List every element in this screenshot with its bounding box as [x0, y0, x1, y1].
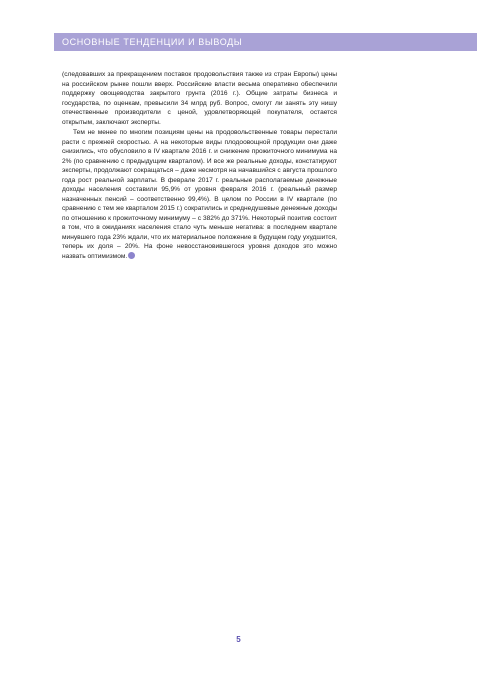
- paragraph-2: [62, 128, 337, 261]
- paragraph-2-text: Тем не менее по многим позициям цены на продовольственные товары перестали расти с прежней скоростью. А на некоторые виды плодоовощной продукции они даже снизились, что обусловило в IV квартале 2016 г. и снижение прожиточного минимума на 2% (по сравнению с предыдущим кварталом). И все же реальные доходы, констатируют эксперты, продолжают сокращаться – даже несмотря на начавшийся с августа прошлого года рост реальной зарплаты. В феврале 2017 г. реальные располагаемые денежные доходы населения составили 95,9% от уровня февраля 2016 г. (реальный размер назначенных пенсий – соответственно 99,4%). В целом по России в IV квартале (по сравнению с тем же кварталом 2015 г.) сократились и среднедушевые денежные доходы по отношению к прожиточному минимуму – с 382% до 371%. Некоторый позитив состоит в том, что в ожиданиях населения стало чуть меньше негатива: в последнем квартале минувшего года 23% ждали, что их материальное положение в будущем году ухудшится, теперь их доля – 20%. На фоне невосстановившегося уровня доходов это можно назвать оптимизмом.: [62, 129, 337, 260]
- section-title: ОСНОВНЫЕ ТЕНДЕНЦИИ И ВЫВОДЫ: [62, 37, 243, 47]
- section-header-bar: [54, 33, 477, 51]
- article-body: [62, 70, 337, 262]
- paragraph-1: (следовавших за прекращением поставок продовольствия также из стран Европы) цены на российском рынке пошли вверх. Российские власти весьма оперативно обеспечили поддержку овощеводства закрытого грунта (2016 г.). Общие затраты бизнеса и государства, по оценкам, превысили 34 млрд руб. Вопрос, смогут ли занять эту нишу отечественные производители с ценой, удовлетворяющей покупателя, остается открытым, заключают эксперты.: [62, 71, 337, 126]
- end-of-article-icon: [128, 252, 135, 259]
- page-number: 5: [236, 635, 241, 644]
